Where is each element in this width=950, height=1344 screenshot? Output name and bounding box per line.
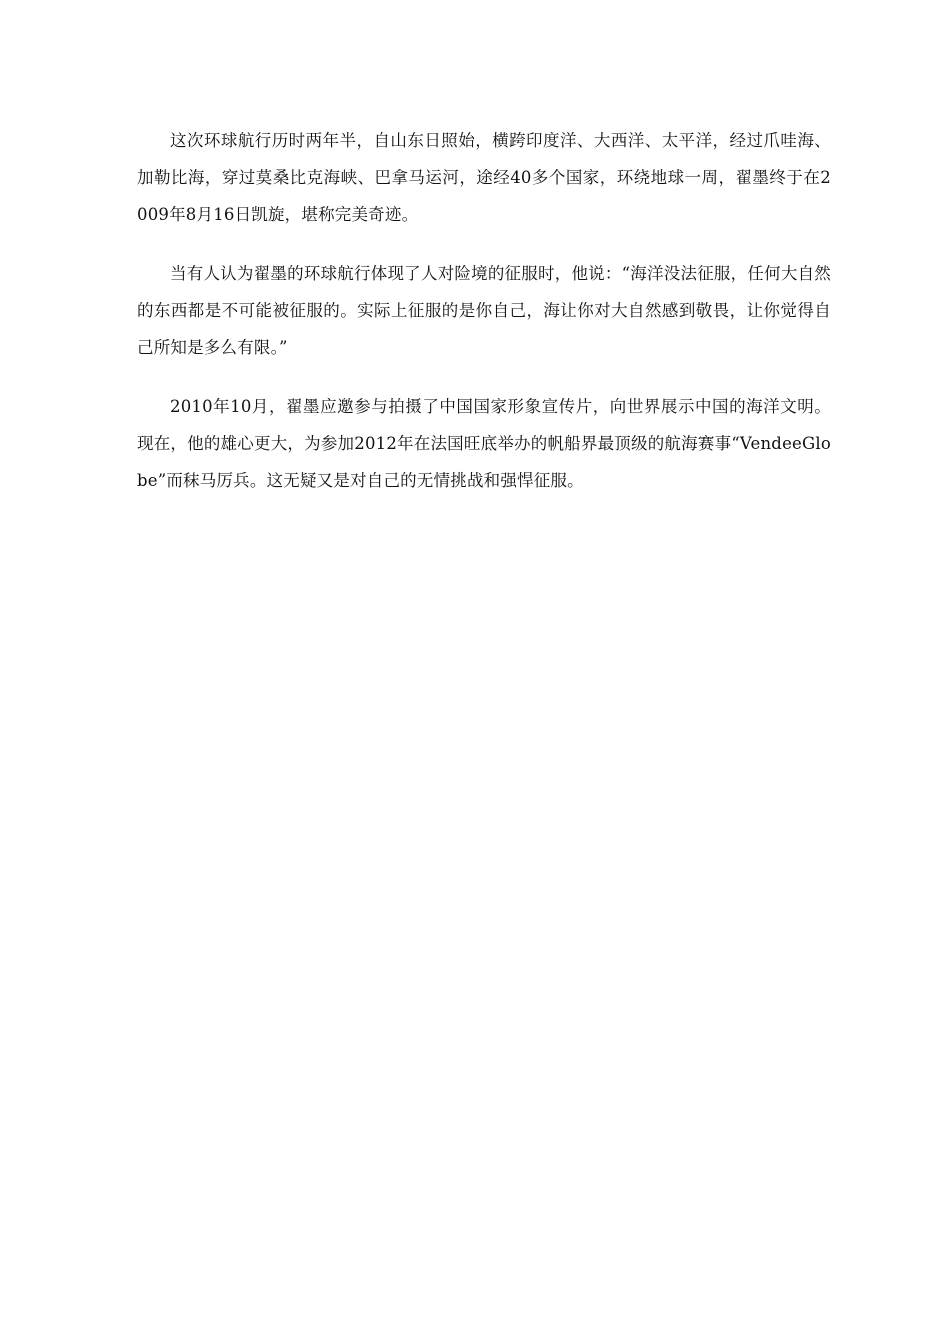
paragraph-3: 2010年10月，翟墨应邀参与拍摄了中国国家形象宣传片，向世界展示中国的海洋文明。现在，他的雄心更大，为参加2012年在法国旺底举办的帆船界最顶级的航海赛事“VendeeGlobe”而秣马厉兵。这无疑又是对自己的无情挑战和强悍征服。 [137,397,831,490]
document-body [137,122,831,521]
paragraph-1: 这次环球航行历时两年半，自山东日照始，横跨印度洋、大西洋、太平洋，经过爪哇海、加勒比海，穿过莫桑比克海峡、巴拿马运河，途经40多个国家，环绕地球一周，翟墨终于在2009年8月16日凯旋，堪称完美奇迹。 [137,131,831,224]
paragraph-2: 当有人认为翟墨的环球航行体现了人对险境的征服时，他说：“海洋没法征服，任何大自然的东西都是不可能被征服的。实际上征服的是你自己，海让你对大自然感到敬畏，让你觉得自己所知是多么有限。” [137,264,831,357]
